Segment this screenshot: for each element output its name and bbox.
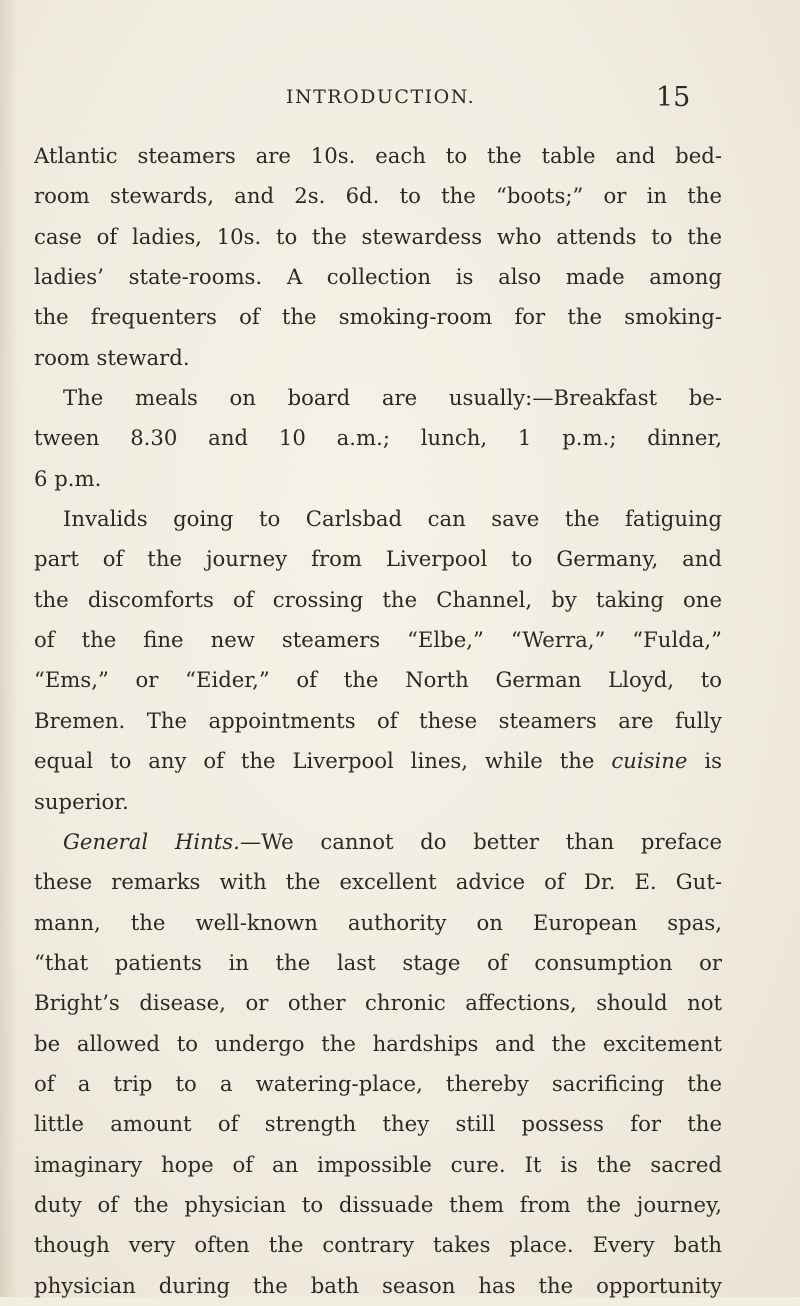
body-text [34, 136, 722, 1306]
text-line: of the fine new steamers “Elbe,” “Werra,” “Fulda,” [34, 627, 722, 653]
text-line: Atlantic steamers are 10s. each to the table and bed- [34, 143, 722, 168]
text-line: tween 8.30 and 10 a.m.; lunch, 1 p.m.; dinner, [34, 425, 722, 451]
running-head [0, 84, 800, 124]
section-heading: General Hints. [63, 828, 240, 854]
text-line: equal to any of the Liverpool lines, while the cuisine is [34, 748, 722, 774]
text-line: the discomforts of crossing the Channel, by taking one [34, 586, 722, 612]
text-line: little amount of strength they still possess for the [34, 1111, 722, 1137]
text-line: room steward. [34, 344, 190, 370]
text-line: “Ems,” or “Eider,” of the North German Lloyd, to [34, 667, 722, 693]
page-number: 15 [656, 82, 691, 113]
text-line: Invalids going to Carlsbad can save the fatiguing [63, 506, 722, 532]
text-line: part of the journey from Liverpool to Germany, and [34, 546, 722, 572]
text-line: the frequenters of the smoking-room for the smoking- [34, 304, 722, 330]
text-line: room stewards, and 2s. 6d. to the “boots;” or in the [34, 183, 722, 209]
text-line: The meals on board are usually:—Breakfast be- [63, 385, 722, 411]
text-line: 6 p.m. [34, 465, 102, 491]
text-line: Bremen. The appointments of these steamers are fully [34, 707, 722, 733]
text-line: be allowed to undergo the hardships and the excitement [34, 1030, 722, 1056]
text-line: duty of the physician to dissuade them from the journey, [34, 1191, 722, 1217]
text-line: superior. [34, 788, 129, 814]
text-line: these remarks with the excellent advice of Dr. E. Gut- [34, 869, 722, 895]
text-line: General Hints.—We cannot do better than preface [63, 828, 722, 854]
running-head-title: INTRODUCTION. [286, 86, 476, 108]
text-line: imaginary hope of an impossible cure. It is the sacred [34, 1151, 722, 1177]
text-line: of a trip to a watering-place, thereby sacrificing the [34, 1070, 722, 1096]
text-line: though very often the contrary takes place. Every bath [34, 1232, 722, 1258]
text-line: Bright’s disease, or other chronic affections, should not [34, 990, 722, 1016]
text-line: mann, the well-known authority on European spas, [34, 909, 722, 935]
text-line: “that patients in the last stage of consumption or [34, 949, 722, 975]
text-line: case of ladies, 10s. to the stewardess who attends to the [34, 223, 722, 249]
gutter-shadow [0, 0, 18, 1297]
text-line: physician during the bath season has the opportunity [34, 1272, 722, 1298]
text-line: ladies’ state-rooms. A collection is also made among [34, 264, 722, 290]
